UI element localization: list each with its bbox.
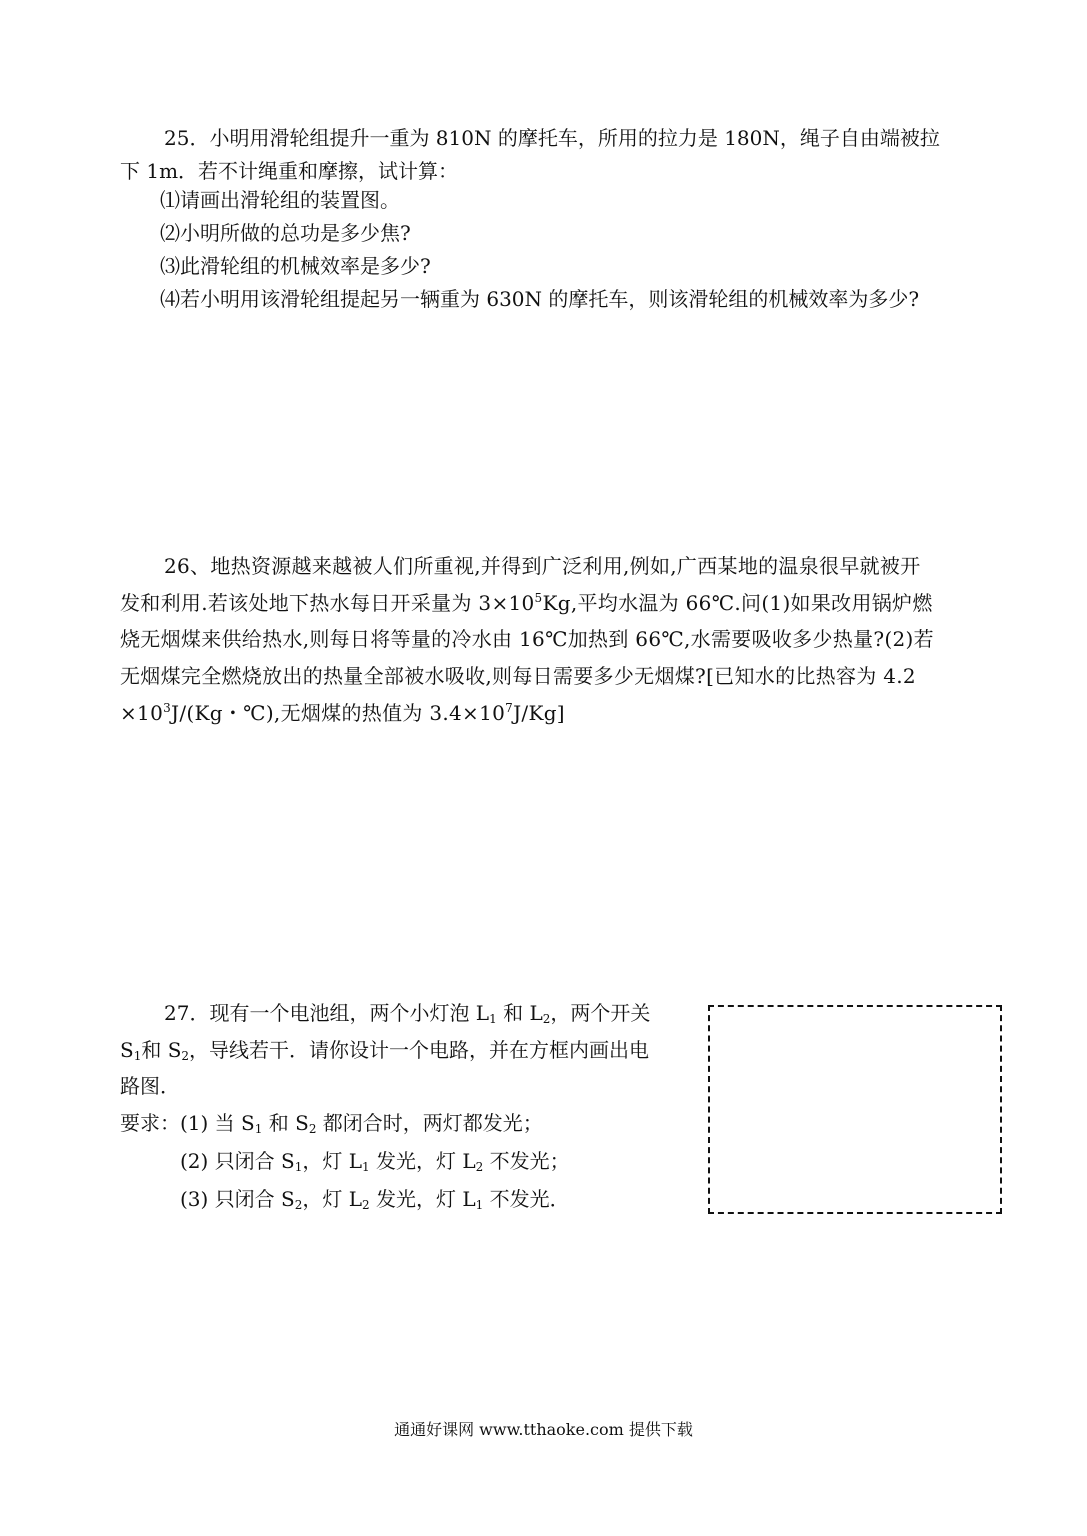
- q26-line-2: [120, 591, 933, 615]
- q27-text: 不发光；: [483, 1149, 570, 1173]
- q26-line-5-pre: ×10: [120, 701, 164, 725]
- q27-text: ，灯 L: [302, 1149, 363, 1173]
- q27-text: (2) 只闭合 S: [180, 1149, 295, 1173]
- subscript: 1: [362, 1160, 370, 1174]
- subscript: 2: [181, 1049, 190, 1063]
- q27-text: 和 S: [262, 1111, 309, 1135]
- q26-line-2-pre: 发和利用.若该处地下热水每日开采量为 3×10: [120, 591, 535, 615]
- q25-sub-4: ⑷若小明用该滑轮组提起另一辆重为 630N 的摩托车，则该滑轮组的机械效率为多少?: [160, 287, 920, 311]
- q25-sub-2: ⑵小明所做的总功是多少焦?: [160, 221, 411, 245]
- subscript: 1: [294, 1160, 303, 1174]
- subscript: 1: [254, 1122, 263, 1136]
- q25-line-2: 下 1m．若不计绳重和摩擦，试计算：: [120, 159, 459, 183]
- q27-text: 和 S: [141, 1038, 182, 1062]
- q27-text: 要求：(1) 当 S: [120, 1111, 255, 1135]
- subscript: 1: [475, 1198, 484, 1212]
- subscript: 2: [294, 1198, 303, 1212]
- q27-line-1: [164, 1001, 650, 1025]
- q27-requirement-1: [120, 1111, 543, 1135]
- q26-line-2-exp: 5: [534, 591, 543, 605]
- q26-line-5-exp2: 7: [505, 701, 514, 715]
- q26-line-5: [120, 701, 565, 725]
- q26-line-5-post: J/Kg]: [513, 701, 565, 725]
- q25-line-1: 25．小明用滑轮组提升一重为 810N 的摩托车，所用的拉力是 180N，绳子自由端被拉: [164, 126, 940, 150]
- q26-line-2-post: Kg,平均水温为 66℃.问(1)如果改用锅炉燃: [542, 591, 933, 615]
- q27-line-2: [120, 1038, 649, 1062]
- q27-text: 不发光．: [483, 1187, 570, 1211]
- subscript: 2: [308, 1122, 317, 1136]
- subscript: 2: [362, 1198, 370, 1212]
- subscript: 2: [475, 1160, 484, 1174]
- q27-line-3: 路图．: [120, 1074, 180, 1098]
- q27-text: 都闭合时，两灯都发光；: [316, 1111, 543, 1135]
- q26-line-4: 无烟煤完全燃烧放出的热量全部被水吸收,则每日需要多少无烟煤?[已知水的比热容为 4.2: [120, 664, 916, 688]
- q27-requirement-2: [180, 1149, 570, 1173]
- q27-text: ，两个开关: [550, 1001, 651, 1025]
- q26-line-3: 烧无烟煤来供给热水,则每日将等量的冷水由 16℃加热到 66℃,水需要吸收多少热量?(2)若: [120, 627, 934, 651]
- q27-text: 27．现有一个电池组，两个小灯泡 L: [164, 1001, 490, 1025]
- q27-text: (3) 只闭合 S: [180, 1187, 295, 1211]
- subscript: 2: [542, 1012, 551, 1026]
- q27-text: 发光，灯 L: [369, 1149, 476, 1173]
- q27-text: ，导线若干．请你设计一个电路，并在方框内画出电: [189, 1038, 650, 1062]
- q27-text: 和 L: [496, 1001, 543, 1025]
- q26-line-5-exp1: 3: [163, 701, 172, 715]
- q27-text: S: [120, 1038, 134, 1062]
- q25-sub-1: ⑴请画出滑轮组的装置图。: [160, 188, 400, 212]
- circuit-drawing-box: [708, 1005, 1002, 1214]
- q27-text: 发光，灯 L: [369, 1187, 476, 1211]
- q26-line-1: 26、地热资源越来越被人们所重视,并得到广泛利用,例如,广西某地的温泉很早就被开: [164, 554, 921, 578]
- q27-text: ，灯 L: [302, 1187, 363, 1211]
- q25-sub-3: ⑶此滑轮组的机械效率是多少?: [160, 254, 431, 278]
- q27-requirement-3: [180, 1187, 570, 1211]
- subscript: 1: [133, 1049, 142, 1063]
- subscript: 1: [489, 1012, 497, 1026]
- footer-download-notice: 通通好课网 www.tthaoke.com 提供下载: [394, 1420, 693, 1439]
- q26-line-5-mid: J/(Kg・℃),无烟煤的热值为 3.4×10: [171, 701, 506, 725]
